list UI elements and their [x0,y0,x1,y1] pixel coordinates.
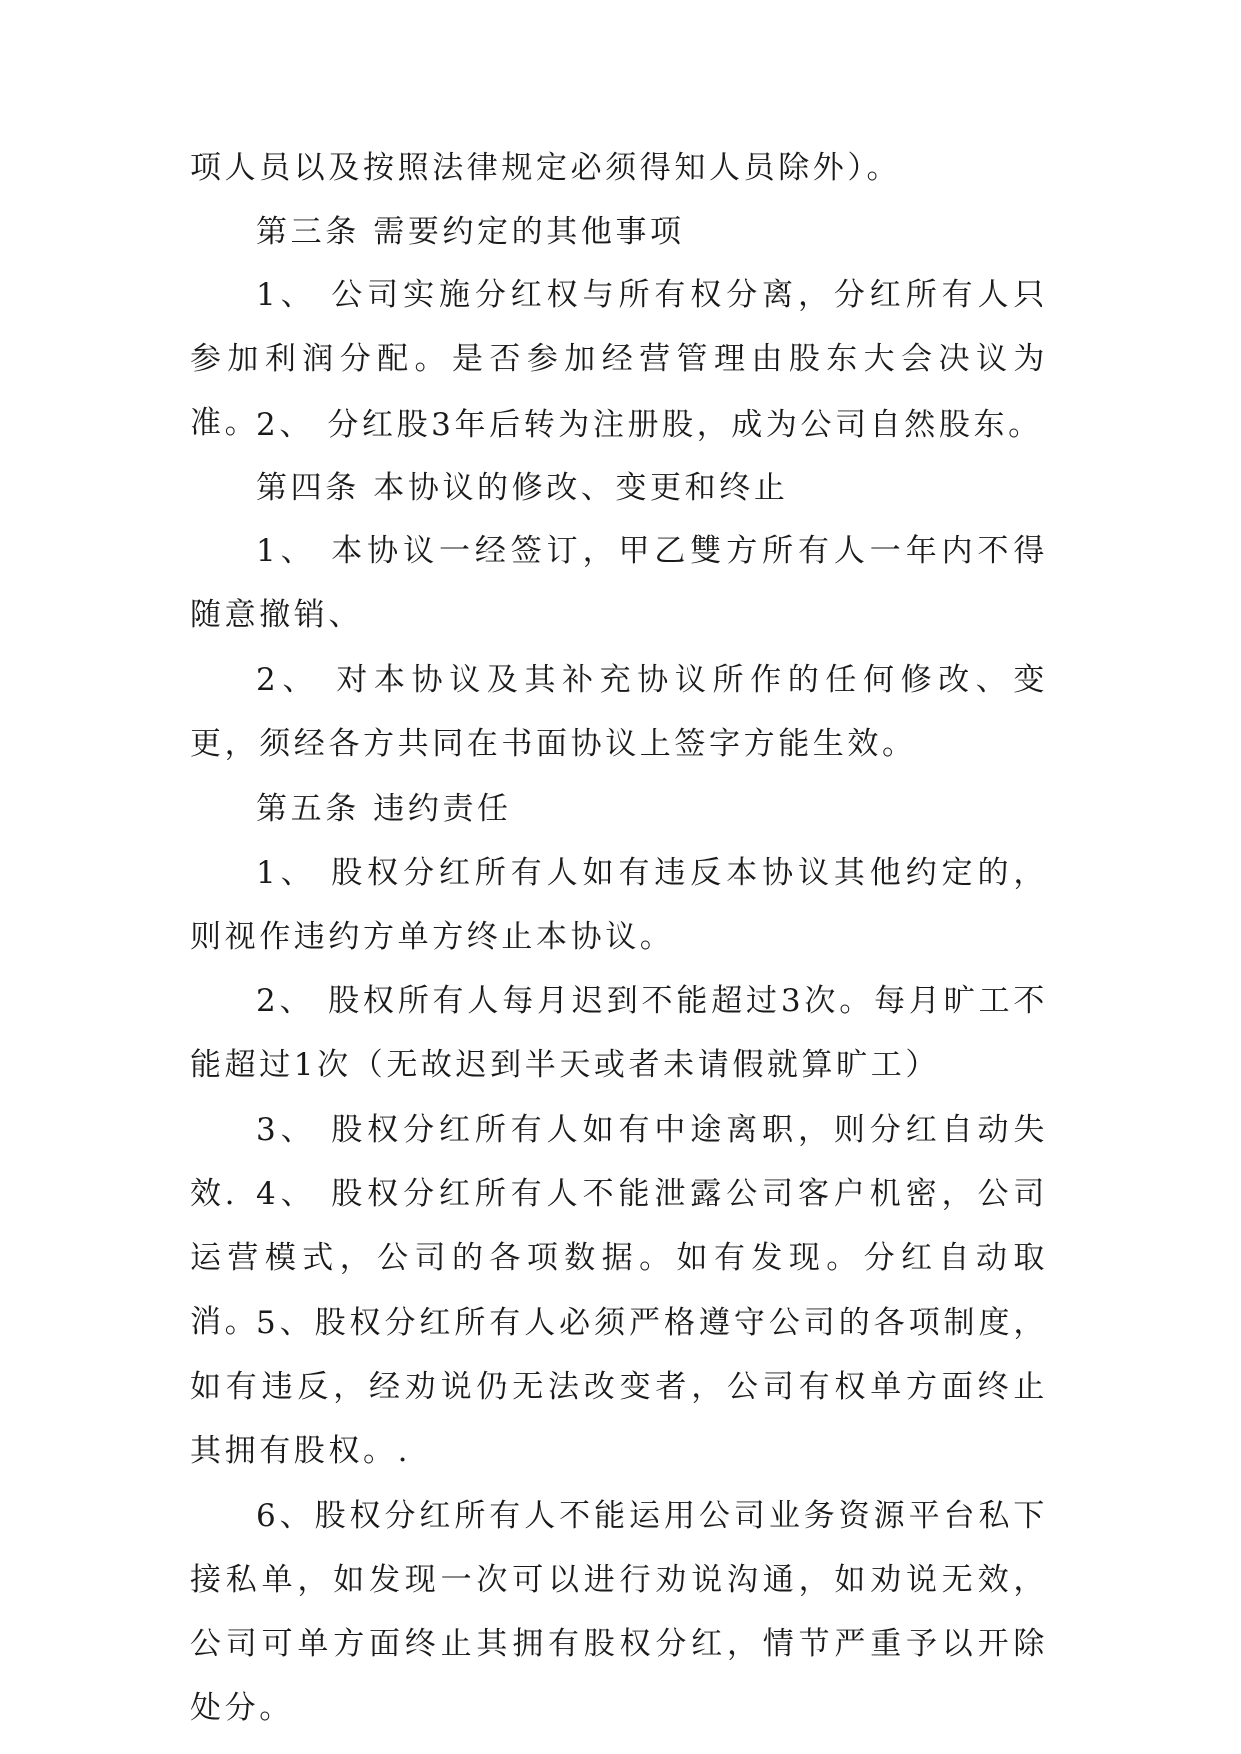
article-5-clause-4: 4、 股权分红所有人不能泄露公司客户机密，公司运营模式，公司的各项数据。如有发现。分红自动取消。 [190,1176,1048,1340]
article-3-heading: 第三条 需要约定的其他事项 [256,214,685,250]
article-5-clause-6: 6、股权分红所有人不能运用公司业务资源平台私下接私单，如发现一次可以进行劝说沟通，如劝说无效，公司可单方面终止其拥有股权分红，情节严重予以开除处分。 [190,1498,1048,1726]
article-3-clause-1: 1、 公司实施分红权与所有权分离，分红所有人只参加利润分配。是否参加经营管理由股东大会决议为准。 [190,277,1048,441]
article-5-heading: 第五条 违约责任 [256,791,512,827]
article-5-clause-2: 2、 股权所有人每月迟到不能超过3次。每月旷工不能超过1次（无故迟到半天或者未请假就算旷工） [190,983,1048,1083]
paragraph-continuation: 项人员以及按照法律规定必须得知人员除外）。 [190,150,902,186]
article-5-clause-5: 5、股权分红所有人必须严格遵守公司的各项制度，如有违反，经劝说仍无法改变者，公司有权单方面终止其拥有股权。. [190,1305,1048,1469]
article-4-clause-1: 1、 本协议一经签订，甲乙雙方所有人一年内不得随意撤销、 [190,533,1048,633]
article-5-clause-3: 3、 股权分红所有人如有中途离职，则分红自动失效. [190,1112,1048,1212]
article-5-clause-1: 1、 股权分红所有人如有违反本协议其他约定的，则视作违约方单方终止本协议。 [190,855,1048,955]
article-4-heading: 第四条 本协议的修改、变更和终止 [256,470,789,506]
article-3-clause-2: 2、 分红股3年后转为注册股，成为公司自然股东。 [256,407,1043,443]
article-4-clause-2: 2、 对本协议及其补充协议所作的任何修改、变更，须经各方共同在书面协议上签字方能生效。 [190,662,1048,762]
